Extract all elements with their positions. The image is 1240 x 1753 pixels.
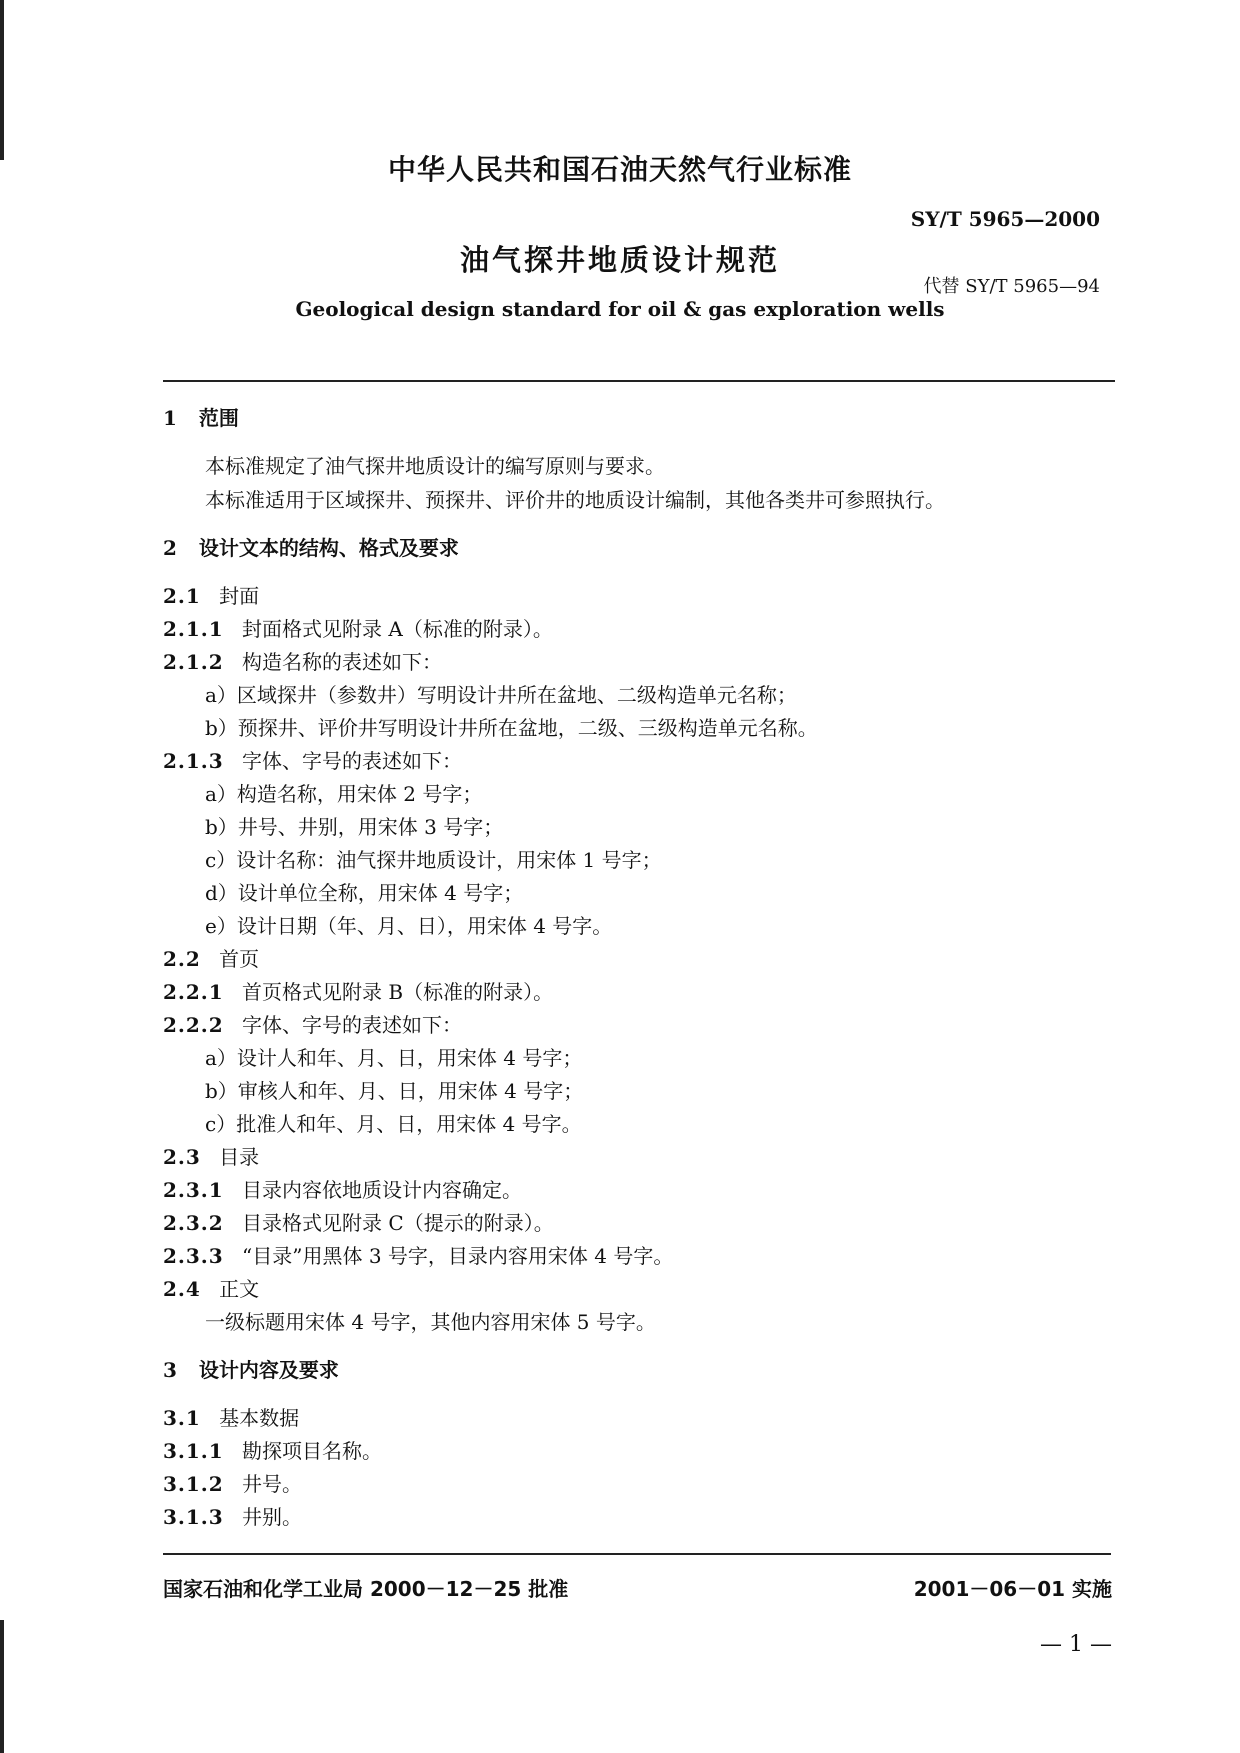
clause-number: 2.3.3 (163, 1244, 224, 1268)
clause-3-1 (163, 1406, 299, 1430)
clause-text: 封面 (219, 584, 260, 608)
clause-text: “目录”用黑体 3 号字，目录内容用宋体 4 号字。 (242, 1244, 674, 1268)
paragraph: 本标准适用于区域探井、预探井、评价井的地质设计编制，其他各类井可参照执行。 (205, 488, 945, 512)
clause-number: 3.1.2 (163, 1472, 224, 1496)
standard-code: SY/T 5965—2000 (910, 207, 1100, 231)
clause-2-3-3 (163, 1244, 673, 1268)
clause-number: 2.1.1 (163, 617, 224, 641)
effective-date: 2001－06－01 实施 (913, 1577, 1112, 1601)
section-number: 3 (163, 1358, 178, 1382)
list-item: a）区域探井（参数井）写明设计井所在盆地、二级构造单元名称； (205, 683, 797, 707)
section-number: 1 (163, 406, 178, 430)
clause-text: 字体、字号的表述如下： (242, 1013, 463, 1037)
clause-3-1-2 (163, 1472, 302, 1496)
clause-text: 目录 (219, 1145, 260, 1169)
clause-number: 3.1.1 (163, 1439, 224, 1463)
clause-2-1-3 (163, 749, 462, 773)
scan-edge-bottom (0, 1620, 4, 1753)
section-heading-3 (163, 1358, 339, 1382)
clause-3-1-3 (163, 1505, 302, 1529)
scan-edge-top (0, 0, 4, 160)
clause-text: 勘探项目名称。 (242, 1439, 383, 1463)
section-title: 设计内容及要求 (198, 1358, 339, 1382)
clause-2-4 (163, 1277, 259, 1301)
list-item: a）构造名称，用宋体 2 号字； (205, 782, 483, 806)
clause-2-3 (163, 1145, 259, 1169)
list-item: a）设计人和年、月、日，用宋体 4 号字； (205, 1046, 583, 1070)
clause-number: 2.2.1 (163, 980, 224, 1004)
clause-2-1 (163, 584, 259, 608)
clause-number: 2.3.2 (163, 1211, 224, 1235)
clause-2-1-2 (163, 650, 442, 674)
clause-text: 首页 (219, 947, 260, 971)
clause-text: 目录内容依地质设计内容确定。 (242, 1178, 523, 1202)
section-title: 范围 (198, 406, 239, 430)
clause-number: 2.2 (163, 947, 201, 971)
approval-line: 国家石油和化学工业局 2000－12－25 批准 (163, 1577, 569, 1601)
section-title: 设计文本的结构、格式及要求 (198, 536, 459, 560)
footer-rule (163, 1553, 1111, 1555)
clause-number: 2.1 (163, 584, 201, 608)
clause-text: 构造名称的表述如下： (242, 650, 443, 674)
section-heading-1 (163, 406, 239, 430)
clause-number: 3.1 (163, 1406, 201, 1430)
clause-number: 3.1.3 (163, 1505, 224, 1529)
list-item: e）设计日期（年、月、日），用宋体 4 号字。 (205, 914, 613, 938)
document-title: 油气探井地质设计规范 (459, 243, 780, 277)
clause-number: 2.1.3 (163, 749, 224, 773)
paragraph: 本标准规定了油气探井地质设计的编写原则与要求。 (205, 454, 665, 478)
clause-text: 目录格式见附录 C（提示的附录）。 (242, 1211, 554, 1235)
clause-number: 2.1.2 (163, 650, 224, 674)
clause-text: 正文 (219, 1277, 260, 1301)
clause-number: 2.4 (163, 1277, 201, 1301)
clause-text: 首页格式见附录 B（标准的附录）。 (242, 980, 554, 1004)
clause-2-3-2 (163, 1211, 554, 1235)
clause-number: 2.3.1 (163, 1178, 224, 1202)
paragraph: 一级标题用宋体 4 号字，其他内容用宋体 5 号字。 (205, 1310, 656, 1334)
header-rule (163, 380, 1115, 382)
clause-text: 井号。 (242, 1472, 303, 1496)
list-item: c）批准人和年、月、日，用宋体 4 号字。 (205, 1112, 582, 1136)
clause-2-2-2 (163, 1013, 462, 1037)
clause-3-1-1 (163, 1439, 382, 1463)
clause-2-2 (163, 947, 259, 971)
page-number: — 1 — (1040, 1632, 1112, 1657)
list-item: d）设计单位全称，用宋体 4 号字； (205, 881, 524, 905)
list-item: b）井号、井别，用宋体 3 号字； (205, 815, 504, 839)
section-number: 2 (163, 536, 178, 560)
clause-2-2-1 (163, 980, 553, 1004)
clause-number: 2.3 (163, 1145, 201, 1169)
replaces-code: 代替 SY/T 5965—94 (923, 276, 1100, 297)
list-item: b）预探井、评价井写明设计井所在盆地，二级、三级构造单元名称。 (205, 716, 818, 740)
clause-text: 封面格式见附录 A（标准的附录）。 (242, 617, 553, 641)
section-heading-2 (163, 536, 459, 560)
english-title: Geological design standard for oil & gas exploration wells (295, 297, 945, 321)
list-item: b）审核人和年、月、日，用宋体 4 号字； (205, 1079, 584, 1103)
list-item: c）设计名称：油气探井地质设计，用宋体 1 号字； (205, 848, 662, 872)
clause-2-3-1 (163, 1178, 522, 1202)
clause-2-1-1 (163, 617, 553, 641)
clause-text: 字体、字号的表述如下： (242, 749, 463, 773)
clause-text: 基本数据 (219, 1406, 300, 1430)
clause-number: 2.2.2 (163, 1013, 224, 1037)
clause-text: 井别。 (242, 1505, 303, 1529)
industry-standard-heading: 中华人民共和国石油天然气行业标准 (387, 153, 852, 186)
